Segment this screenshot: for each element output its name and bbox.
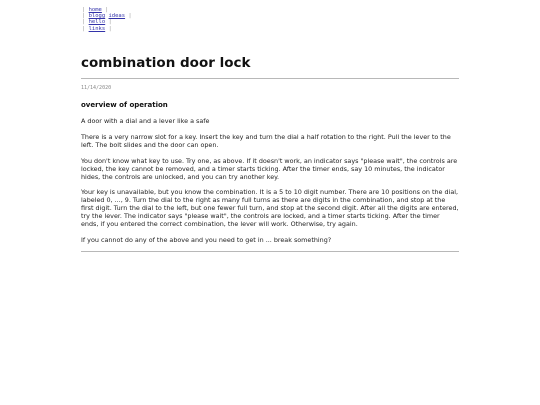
paragraph-key-slot: There is a very narrow slot for a key. Insert the key and turn the dial a half rotation to the right. Pull the lever to the left. The bolt slides and the door can open. xyxy=(81,132,451,149)
page-title: combination door lock xyxy=(81,55,251,71)
nav-separator: | xyxy=(105,25,112,32)
article xyxy=(81,54,459,252)
nav-separator: | xyxy=(105,19,112,26)
nav-link-links[interactable]: links xyxy=(88,25,106,32)
paragraph-intro: A door with a dial and a lever like a safe xyxy=(81,117,210,125)
footer-divider xyxy=(81,251,459,252)
nav-separator: | xyxy=(82,19,89,26)
paragraph-break: If you cannot do any of the above and you need to get in ... break something? xyxy=(81,235,332,244)
nav-link-home[interactable]: home xyxy=(88,7,102,13)
nav-separator: | xyxy=(82,25,89,32)
paragraph-combination: Your key is unavailable, but you know the combination. It is a 5 to 10 digit number. There are 10 positions on the dial, labeled 0, ..., 9. Turn the dial to the right as many full turns as there are digits in the combination, and stop at the first digit. Turn the dial to the left, but one fewer full turn, and stop at the second digit. After all the digits are entered, try the lever. The indicator says "please wait", the controls are locked, and a timer starts ticking. After the timer ends, if you entered the correct combination, the lever will work. Otherwise, try again. xyxy=(81,188,459,229)
nav-separator: | xyxy=(125,13,132,20)
paragraph-wrong-key: You don't know what key to use. Try one, as above. If it doesn't work, an indicator says "please wait", the controls are locked, the key cannot be removed, and a timer starts ticking. After the timer ends, say 10 minutes, the indicator hides, the controls are unlocked, and you can try another key. xyxy=(81,156,458,181)
nav-separator: | xyxy=(82,7,89,13)
title-divider xyxy=(81,78,459,79)
site-nav xyxy=(82,7,132,32)
nav-separator: | xyxy=(101,7,109,13)
nav-separator: | xyxy=(82,13,89,20)
section-heading: overview of operation xyxy=(81,101,168,109)
nav-link-ideas[interactable]: ideas xyxy=(108,13,126,20)
nav-row-links xyxy=(82,26,132,32)
post-date: 11/14/2020 xyxy=(81,85,112,91)
nav-link-hello[interactable]: hello xyxy=(88,19,106,26)
nav-link-blogg[interactable]: blogg xyxy=(88,13,106,20)
